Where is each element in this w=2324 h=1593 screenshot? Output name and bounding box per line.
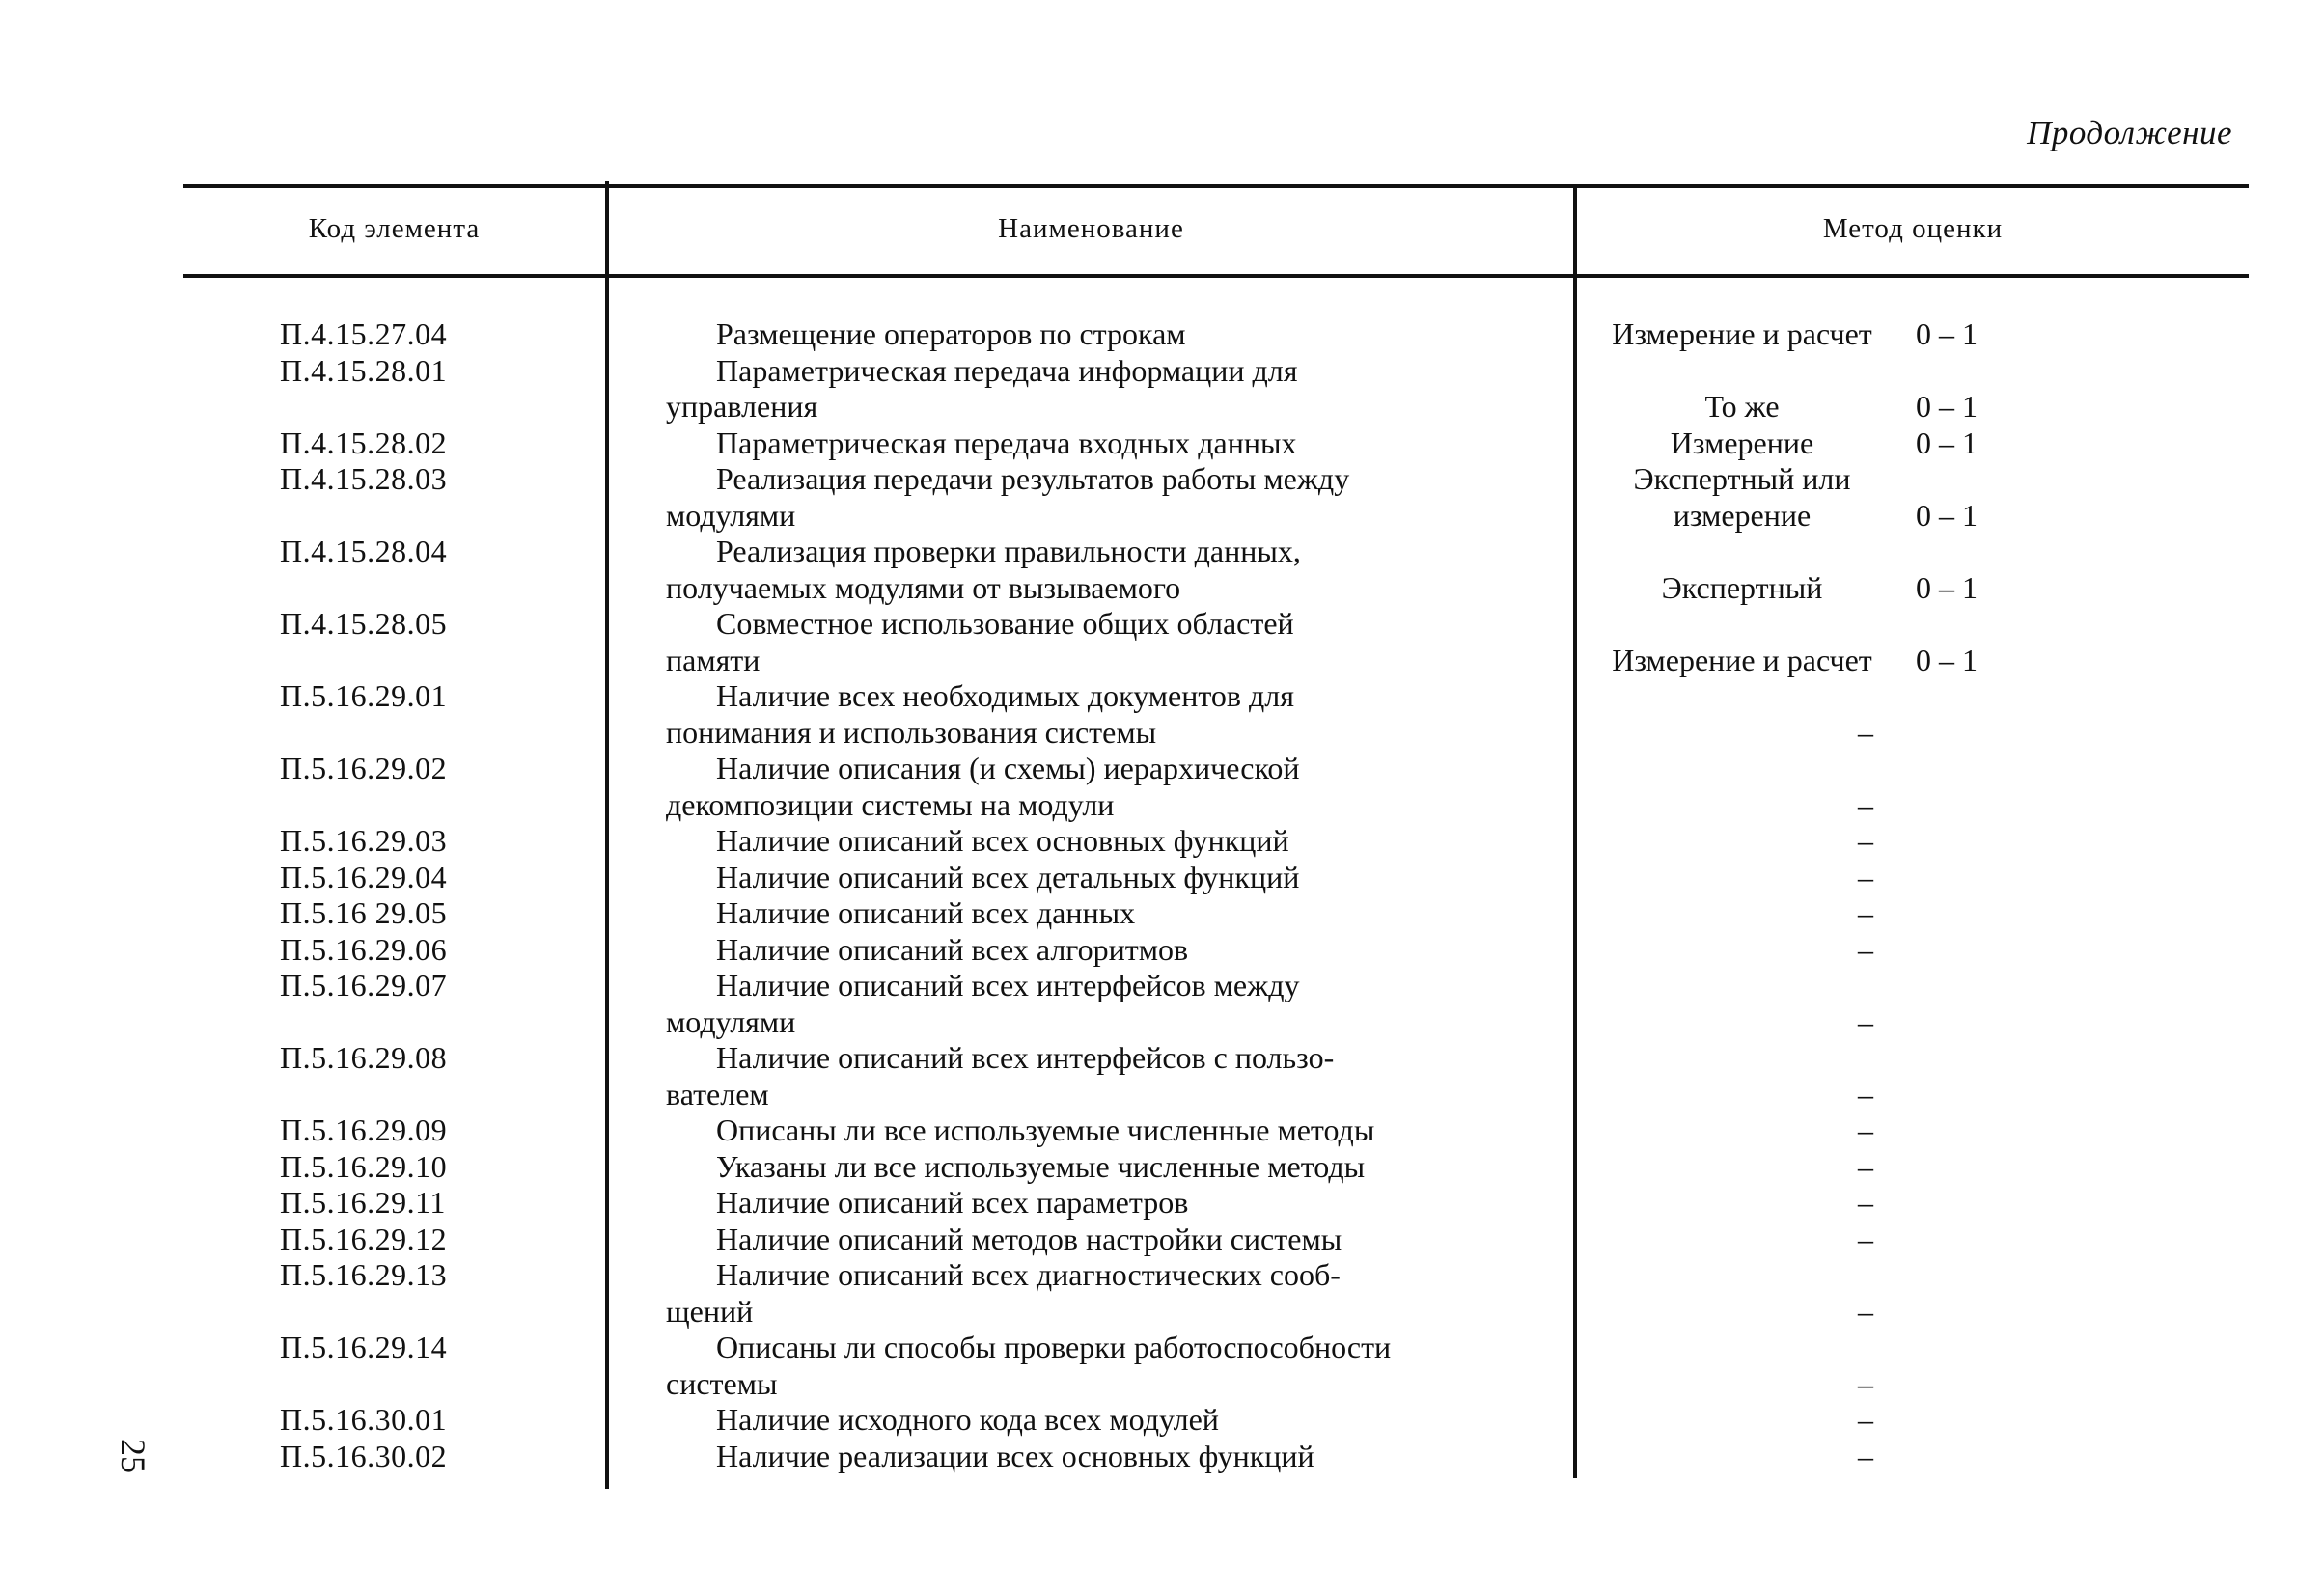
no-method-dash: –	[1858, 1293, 1873, 1329]
element-code: П.5.16.29.11	[280, 1185, 446, 1220]
element-name-line: Наличие описаний всех алгоритмов	[716, 931, 1189, 967]
table-row	[0, 1040, 2324, 1112]
table-row	[0, 1222, 2324, 1258]
element-name	[666, 1257, 1535, 1330]
table-row	[0, 316, 2324, 353]
element-name	[666, 353, 1535, 426]
element-code: П.5.16 29.05	[280, 895, 448, 930]
no-method-dash: –	[1858, 823, 1873, 858]
table-body	[0, 316, 2324, 1474]
element-name	[666, 316, 1535, 353]
element-code: П.5.16.29.13	[280, 1257, 448, 1292]
element-name	[666, 1439, 1535, 1475]
column-header-name: Наименование	[998, 213, 1184, 244]
element-code: П.5.16.29.08	[280, 1040, 448, 1075]
table-row	[0, 1402, 2324, 1439]
element-name-continuation: вателем	[666, 1076, 769, 1112]
element-name-continuation: получаемых модулями от вызываемого	[666, 569, 1181, 605]
no-method-dash: –	[1858, 859, 1873, 894]
element-name	[666, 895, 1535, 932]
element-name-continuation: щений	[666, 1293, 754, 1329]
column-header-method: Метод оценки	[1822, 213, 2004, 244]
evaluation-method-line: Измерение и расчет	[1612, 316, 1872, 351]
score-range: 0 – 1	[1916, 569, 1978, 605]
table-row	[0, 860, 2324, 896]
element-name-line: Параметрическая передача входных данных	[716, 425, 1297, 460]
element-code: П.5.16.29.07	[280, 968, 448, 1002]
element-name-line: Наличие описаний всех данных	[716, 895, 1136, 930]
element-code: П.5.16.29.14	[280, 1330, 448, 1364]
evaluation-method	[1583, 643, 1901, 679]
element-name	[666, 932, 1535, 969]
element-name-line: Наличие описаний всех интерфейсов между	[716, 968, 1300, 1002]
element-name-line: Реализация передачи результатов работы между	[716, 461, 1350, 496]
element-name	[666, 1112, 1535, 1149]
element-name	[666, 823, 1535, 860]
element-code: П.4.15.28.02	[280, 425, 448, 460]
element-code: П.5.16.30.01	[280, 1402, 448, 1437]
element-name-line: Наличие описаний всех детальных функций	[716, 859, 1300, 894]
element-code: П.4.15.28.03	[280, 461, 448, 496]
table-row	[0, 1330, 2324, 1402]
no-method-dash: –	[1858, 1185, 1873, 1220]
table-row	[0, 1257, 2324, 1330]
table-row	[0, 534, 2324, 606]
table-row	[0, 1185, 2324, 1222]
element-name-line: Реализация проверки правильности данных,	[716, 534, 1301, 568]
evaluation-method-line: Измерение	[1670, 425, 1814, 460]
page-number: 25	[114, 1439, 152, 1473]
element-code: П.5.16.29.03	[280, 823, 448, 858]
element-name-line: Наличие описаний всех диагностических сооб-	[716, 1257, 1341, 1292]
element-name-line: Размещение операторов по строкам	[716, 316, 1186, 351]
element-code: П.5.16.29.09	[280, 1112, 448, 1147]
element-code: П.5.16.29.02	[280, 751, 448, 785]
element-code: П.4.15.27.04	[280, 316, 448, 351]
evaluation-method	[1583, 316, 1901, 353]
element-code: П.5.16.29.06	[280, 931, 448, 967]
no-method-dash: –	[1858, 1003, 1873, 1039]
evaluation-method-line: То же	[1704, 389, 1780, 424]
table-row	[0, 895, 2324, 932]
element-name	[666, 1149, 1535, 1186]
element-name	[666, 860, 1535, 896]
element-name-line: Наличие исходного кода всех модулей	[716, 1402, 1219, 1437]
no-method-dash: –	[1858, 895, 1873, 930]
table-row	[0, 1112, 2324, 1149]
no-method-dash: –	[1858, 714, 1873, 750]
element-name-line: Наличие всех необходимых документов для	[716, 678, 1294, 713]
element-name-line: Наличие описаний всех интерфейсов с пользо-	[716, 1040, 1335, 1075]
element-name-line: Наличие описаний методов настройки системы	[716, 1221, 1342, 1256]
element-name-line: Наличие описаний всех основных функций	[716, 823, 1289, 858]
table-row	[0, 678, 2324, 751]
no-method-dash: –	[1858, 1438, 1873, 1473]
element-code: П.5.16.29.10	[280, 1148, 448, 1184]
evaluation-method	[1583, 389, 1901, 426]
score-range: 0 – 1	[1916, 316, 1978, 351]
table-row	[0, 1439, 2324, 1475]
evaluation-method	[1583, 570, 1901, 607]
evaluation-method-line: измерение	[1673, 497, 1812, 533]
table-row	[0, 823, 2324, 860]
evaluation-method-line: Измерение и расчет	[1612, 642, 1872, 677]
score-range: 0 – 1	[1916, 389, 1978, 424]
score-range: 0 – 1	[1916, 497, 1978, 533]
element-name-continuation: управления	[666, 389, 818, 424]
table-row	[0, 751, 2324, 823]
element-name-continuation: системы	[666, 1365, 778, 1401]
element-name-line: Параметрическая передача информации для	[716, 352, 1298, 388]
table-row	[0, 1149, 2324, 1186]
evaluation-method-line: Экспертный	[1661, 569, 1823, 605]
element-name-line: Наличие описания (и схемы) иерархической	[716, 751, 1300, 785]
element-name	[666, 1185, 1535, 1222]
table-row	[0, 353, 2324, 426]
element-code: П.5.16.29.01	[280, 678, 448, 713]
element-code: П.5.16.30.02	[280, 1438, 448, 1473]
element-name	[666, 1040, 1535, 1112]
element-name-line: Описаны ли способы проверки работоспособности	[716, 1330, 1392, 1364]
element-name	[666, 426, 1535, 462]
score-range: 0 – 1	[1916, 425, 1978, 460]
continuation-label: Продолжение	[2027, 114, 2232, 151]
element-name-continuation: модулями	[666, 497, 796, 533]
element-name	[666, 968, 1535, 1040]
element-name	[666, 1402, 1535, 1439]
no-method-dash: –	[1858, 1365, 1873, 1401]
element-name-continuation: памяти	[666, 642, 761, 677]
no-method-dash: –	[1858, 1076, 1873, 1112]
element-name-line: Наличие реализации всех основных функций	[716, 1438, 1314, 1473]
no-method-dash: –	[1858, 786, 1873, 822]
element-name-line: Наличие описаний всех параметров	[716, 1185, 1189, 1220]
element-code: П.4.15.28.04	[280, 534, 448, 568]
element-name-continuation: модулями	[666, 1003, 796, 1039]
evaluation-method-line: Экспертный или	[1633, 461, 1851, 496]
table-row	[0, 968, 2324, 1040]
no-method-dash: –	[1858, 931, 1873, 967]
no-method-dash: –	[1858, 1402, 1873, 1437]
element-code: П.5.16.29.04	[280, 859, 448, 894]
evaluation-method	[1583, 426, 1901, 462]
element-name	[666, 534, 1535, 606]
element-name	[666, 1330, 1535, 1402]
element-name-continuation: понимания и использования системы	[666, 714, 1157, 750]
table-row	[0, 461, 2324, 534]
no-method-dash: –	[1858, 1221, 1873, 1256]
element-code: П.5.16.29.12	[280, 1221, 448, 1256]
element-name	[666, 606, 1535, 678]
element-name-continuation: декомпозиции системы на модули	[666, 786, 1115, 822]
element-name-line: Совместное использование общих областей	[716, 606, 1294, 641]
no-method-dash: –	[1858, 1148, 1873, 1184]
table-header-rule	[183, 274, 2249, 278]
column-header-code: Код элемента	[308, 213, 481, 244]
table-row	[0, 426, 2324, 462]
table-row	[0, 932, 2324, 969]
table-row	[0, 606, 2324, 678]
element-code: П.4.15.28.05	[280, 606, 448, 641]
element-name-line: Указаны ли все используемые численные методы	[716, 1148, 1366, 1184]
table-top-rule	[183, 184, 2249, 188]
element-name	[666, 751, 1535, 823]
element-name-line: Описаны ли все используемые численные методы	[716, 1112, 1375, 1147]
element-name	[666, 461, 1535, 534]
no-method-dash: –	[1858, 1112, 1873, 1147]
element-name	[666, 1222, 1535, 1258]
score-range: 0 – 1	[1916, 642, 1978, 677]
element-name	[666, 678, 1535, 751]
evaluation-method	[1583, 461, 1901, 534]
element-code: П.4.15.28.01	[280, 352, 448, 388]
